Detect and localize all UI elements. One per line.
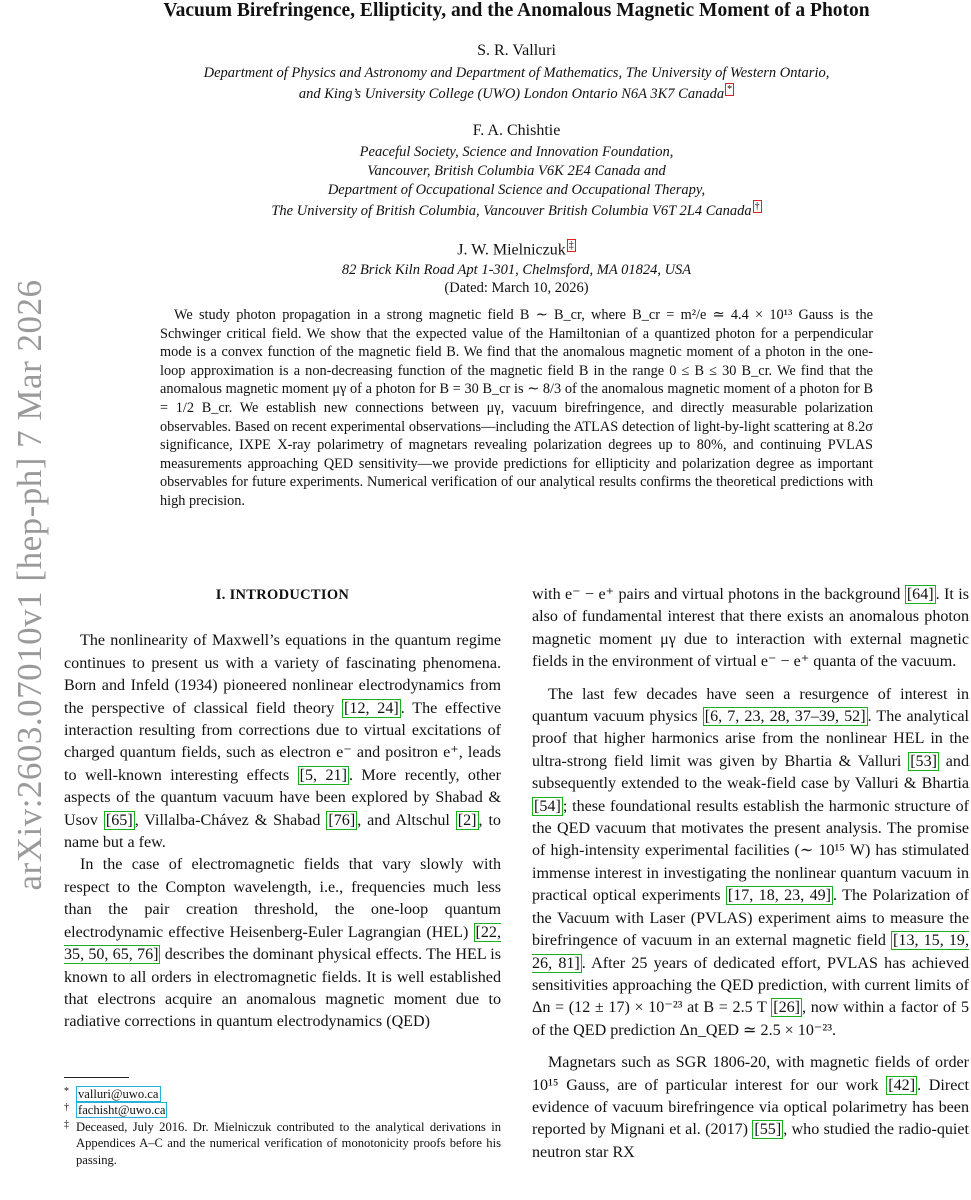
email-link[interactable]: valluri@uwo.ca bbox=[78, 1087, 159, 1101]
citation-link[interactable]: [54] bbox=[534, 797, 561, 815]
paper-title: Vacuum Birefringence, Ellipticity, and the Anomalous Magnetic Moment of a Photon bbox=[163, 0, 870, 21]
citation-link[interactable]: [13, 15, 19, 26, 81] bbox=[532, 932, 969, 972]
footnote-mark-link[interactable]: † bbox=[754, 201, 760, 212]
affiliation-line: 82 Brick Kiln Road Apt 1-301, Chelmsford, MA 01824, USA bbox=[341, 262, 692, 278]
citation-link[interactable]: [2] bbox=[457, 811, 477, 829]
affiliation-3 bbox=[62, 261, 971, 280]
footnote-symbol: * bbox=[64, 1086, 69, 1097]
affiliation-1 bbox=[62, 64, 971, 104]
affiliation-line: and King’s University College (UWO) London Ontario N6A 3K7 Canada * bbox=[298, 84, 733, 102]
author-name-3: J. W. Mielniczuk bbox=[457, 241, 566, 259]
paragraph: with e⁻ − e⁺ pairs and virtual photons in the background [64] . It is also of fundamental interest that there exists an anomalous photon magnetic moment μγ due to interaction with external magnetic fields in the environment of virtual e⁻ − e⁺ quanta of the vacuum. bbox=[532, 586, 969, 671]
citation-link[interactable]: [12, 24] bbox=[344, 699, 399, 717]
footnotes bbox=[64, 1086, 501, 1168]
section-heading: I. INTRODUCTION bbox=[215, 587, 350, 603]
arxiv-identifier[interactable]: arXiv:2603.07010v1 [hep-ph] 7 Mar 2026 bbox=[10, 279, 49, 891]
citation-link[interactable]: [42] bbox=[888, 1076, 916, 1094]
citation-link[interactable]: [6, 7, 23, 28, 37–39, 52] bbox=[704, 708, 866, 726]
author-name bbox=[62, 122, 971, 140]
citation-link[interactable]: [5, 21] bbox=[299, 766, 347, 784]
paragraph: Magnetars such as SGR 1806-20, with magnetic fields of order 10¹⁵ Gauss, are of particular interest for our work [42] . Direct evidence of vacuum birefringence via optical polarimetry has been reported by Mignani et al. (2017) [55] , who studied the radio-quiet neutron star RX bbox=[532, 1054, 969, 1161]
author-name-2: F. A. Chishtie bbox=[472, 122, 561, 139]
citation-link[interactable]: [53] bbox=[910, 752, 937, 770]
affiliation-line: The University of British Columbia, Vancouver British Columbia V6T 2L4 Canada † bbox=[271, 201, 760, 219]
footnote-text: Deceased, July 2016. Dr. Mielniczuk contributed to the analytical derivations in Appendices A–C and the numerical verification of monotonicity proofs before his passing. bbox=[76, 1119, 501, 1167]
footnote-symbol: ‡ bbox=[64, 1118, 69, 1130]
footnote-divider bbox=[64, 1077, 129, 1078]
footnote bbox=[64, 1086, 501, 1102]
citation-link[interactable]: [64] bbox=[906, 586, 934, 603]
citation-link[interactable]: [22, 35, 50, 65, 76] bbox=[64, 923, 501, 964]
author-name-1: S. R. Valluri bbox=[477, 42, 556, 59]
footnote-symbol: † bbox=[64, 1102, 69, 1114]
left-column bbox=[64, 584, 501, 1034]
citation-link[interactable]: [26] bbox=[773, 999, 801, 1017]
arxiv-stamp bbox=[0, 0, 60, 1200]
affiliation-line: Department of Physics and Astronomy and Department of Mathematics, The University of Western Ontario, bbox=[203, 65, 830, 81]
right-column bbox=[532, 584, 969, 1164]
abstract: We study photon propagation in a strong magnetic field B ∼ B_cr, where B_cr = m²/e ≃ 4.4 × 10¹³ Gauss is the Schwinger critical field. We show that the expected value of the Hamiltonian of a quantized photon for a perpendicular mode is a convex function of the magnetic field B. We find that the anomalous magnetic moment of a photon in the one-loop approximation is a non-decreasing function of the magnetic field B in the range 0 ≤ B ≤ 30 B_cr. We find that the anomalous magnetic moment μγ of a photon for B = 30 B_cr is ∼ 8/3 of the anomalous magnetic moment of a photon for B = 1/2 B_cr. We establish new connections between μγ, vacuum birefringence, and directly measurable polarization observables. Based on recent experimental observations—including the ATLAS detection of light-by-light scattering at 8.2σ significance, IXPE X-ray polarimetry of magnetars revealing polarization degrees up to 80%, and continuing PVLAS measurements approaching QED sensitivity—we provide predictions for ellipticity and polarization degree as important observables for future experiments. Numerical verification of our analytical results confirms the theoretical predictions with high precision. bbox=[160, 307, 873, 509]
footnote-mark-link[interactable]: * bbox=[727, 84, 733, 95]
paragraph: In the case of electromagnetic fields that vary slowly with respect to the Compton wavelength, i.e., frequencies much less than the pair creation threshold, the one-loop quantum electrodynamic effective Heisenberg-Euler Lagrangian (HEL) [22, 35, 50, 65, 76] describes the dominant physical effects. The HEL is known to all orders in electromagnetic fields. It is well established that electrons acquire an anomalous magnetic moment due to radiative corrections in quantum electrodynamics (QED) bbox=[64, 856, 502, 1031]
footnote bbox=[64, 1102, 501, 1118]
affiliation-line: Vancouver, British Columbia V6K 2E4 Canada and bbox=[367, 163, 666, 179]
citation-link[interactable]: [55] bbox=[754, 1121, 782, 1139]
paragraph: The last few decades have seen a resurgence of interest in quantum vacuum physics [6, 7, 23, 28, 37–39, 52] . The analytical proof that higher harmonics arise from the nonlinear HEL in the ultra-strong field limit was given by Bhartia & Valluri [53] and subsequently extended to the weak-field case by Valluri & Bhartia [54] ; these foundational results establish the harmonic structure of the QED vacuum that motivates the present analysis. The promise of high-intensity experimental facilities (∼ 10¹⁵ W) has stimulated immense interest in investigating the nonlinear quantum vacuum in practical optical experiments [17, 18, 23, 49] . The Polarization of the Vacuum with Laser (PVLAS) experiment aims to measure the birefringence of vacuum in an external magnetic field [13, 15, 19, 26, 81] . After 25 years of dedicated effort, PVLAS has achieved sensitivities approaching the QED prediction, with current limits of Δn = (12 ± 17) × 10⁻²³ at B = 2.5 T [26] , now within a factor of 5 of the QED prediction Δn_QED ≃ 2.5 × 10⁻²³. bbox=[532, 685, 970, 1039]
footnote bbox=[64, 1119, 501, 1168]
affiliation-line: Peaceful Society, Science and Innovation Foundation, bbox=[359, 144, 674, 160]
affiliation-line: Department of Occupational Science and Occupational Therapy, bbox=[327, 182, 706, 198]
footnote-mark-link[interactable]: ‡ bbox=[568, 240, 574, 251]
author-name bbox=[62, 239, 971, 259]
email-link[interactable]: fachisht@uwo.ca bbox=[78, 1103, 166, 1118]
citation-link[interactable]: [65] bbox=[105, 811, 133, 829]
author-name bbox=[62, 42, 971, 60]
citation-link[interactable]: [17, 18, 23, 49] bbox=[727, 887, 832, 905]
affiliation-2 bbox=[62, 143, 971, 221]
citation-link[interactable]: [76] bbox=[328, 811, 356, 829]
paragraph: The nonlinearity of Maxwell’s equations in the quantum regime continues to present us with a variety of fascinating phenomena. Born and Infeld (1934) pioneered nonlinear electrodynamics from the perspective of classical field theory [12, 24] . The effective interaction resulting from corrections due to virtual excitations of charged quantum fields, such as electron e⁻ and positron e⁺, leads to well-known interesting effects [5, 21] . More recently, other aspects of the quantum vacuum have been explored by Shabad & Usov [65] , Villalba-Chávez & Shabad [76] , and Altschul [2] , to name but a few. bbox=[64, 632, 502, 852]
dated-line: (Dated: March 10, 2026) bbox=[444, 280, 589, 296]
